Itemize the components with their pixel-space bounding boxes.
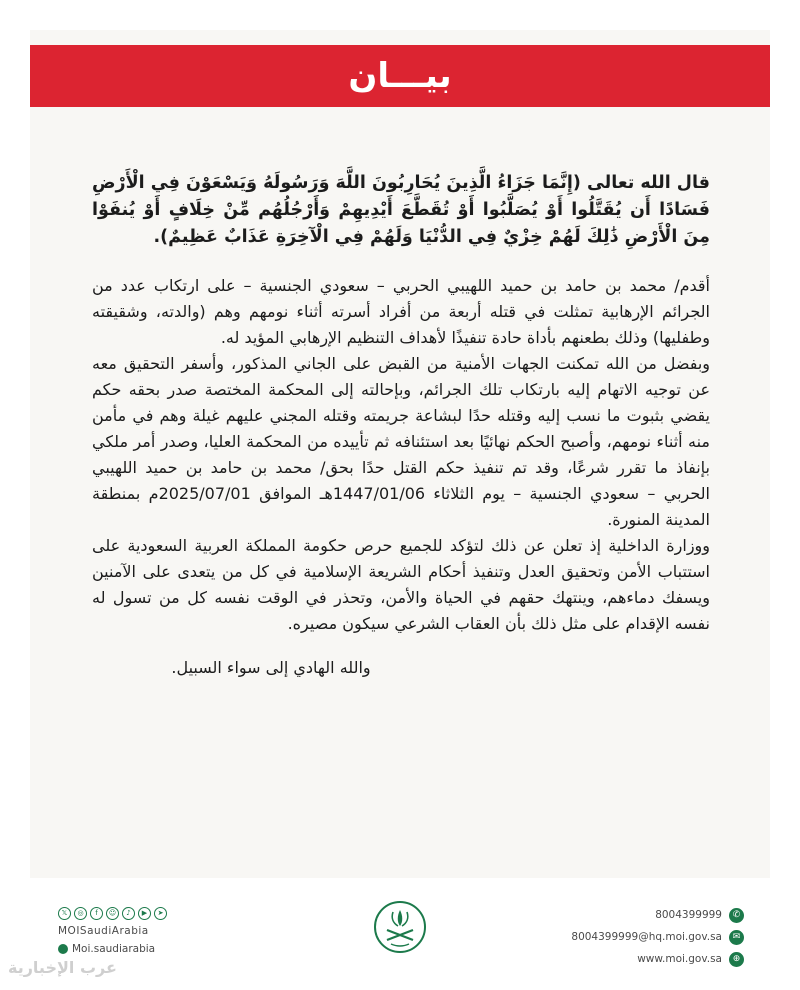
social-handle[interactable]: MOISaudiArabia [58, 925, 149, 937]
social-handle-2-row[interactable] [58, 940, 170, 958]
email-row[interactable] [571, 926, 744, 948]
paragraph-arrest: وبفضل من الله تمكنت الجهات الأمنية من القبض على الجاني المذكور، وأسفر التحقيق معه عن توجيه الاتهام إليه بارتكاب تلك الجرائم، وبإحالته إلى المحكمة المختصة صدر بحقه حكم يقضي بثبوت ما نسب إليه وقتله حدًا لبشاعة جريمته وقتله المجني عليهم غيلة وهم في مأمن منه أثناء نومهم، وأصبح الحكم نهائيًا بعد استئنافه ثم تأييده من المحكمة العليا، وصدر أمر ملكي بإنفاذ ما تقرر شرعًا، وقد تم تنفيذ حكم القتل حدًا بحق/ محمد بن حامد بن حميد اللهيبي الحربي – سعودي الجنسية – يوم الثلاثاء 1447/01/06هـ الموافق 2025/07/01م بمنطقة المدينة المنورة. [92, 354, 710, 529]
paragraph-ministry: ووزارة الداخلية إذ تعلن عن ذلك لتؤكد للجميع حرص حكومة المملكة العربية السعودية على استتباب الأمن وتحقيق العدل وتنفيذ أحكام الشريعة الإسلامية في كل من يتعدى على الآمنين ويسفك دماءهم، وينتهك حقهم في الحياة والأمن، وتحذر في الوقت نفسه كل من تسول له نفسه الإقدام على مثل ذلك بأن العقاب الشرعي سيكون مصيره. [92, 536, 710, 633]
watermark-text: عرب الإخبارية [8, 958, 117, 977]
tiktok-icon[interactable]: ♪ [122, 907, 135, 920]
phone-number: 8004399999 [655, 909, 722, 921]
instagram-icon[interactable]: ◎ [74, 907, 87, 920]
phone-row[interactable] [571, 904, 744, 926]
youtube-icon[interactable]: ▶ [138, 907, 151, 920]
telegram-icon[interactable]: ➤ [154, 907, 167, 920]
social-handle-2: Moi.saudiarabia [72, 943, 156, 955]
contact-block [571, 904, 744, 970]
email-icon: ✉ [729, 930, 744, 945]
social-icons [58, 904, 170, 922]
website-row[interactable] [571, 948, 744, 970]
globe-icon: ⊕ [729, 952, 744, 967]
phone-icon: ✆ [729, 908, 744, 923]
x-icon[interactable]: 𝕏 [58, 907, 71, 920]
social-block [58, 904, 170, 958]
statement-banner [30, 45, 770, 107]
facebook-icon[interactable]: f [90, 907, 103, 920]
closing-line: والله الهادي إلى سواء السبيل. [171, 658, 371, 677]
banner-title: بيـــان [348, 56, 452, 96]
paragraph-crime: أقدم/ محمد بن حامد بن حميد اللهيبي الحربي – سعودي الجنسية – على ارتكاب عدد من الجرائم الإرهابية تمثلت في قتله أربعة من أفراد أسرته أثناء نومهم وهم (والدته، وشقيقته وطفليها) وذلك بطعنهم بأداة حادة تنفيذًا لأهداف التنظيم الإرهابي المؤيد له. [92, 276, 710, 347]
website-url: www.moi.gov.sa [637, 953, 722, 965]
snapchat-icon[interactable]: ☺ [106, 907, 119, 920]
saudi-emblem-icon [373, 900, 427, 954]
statement-body [92, 170, 710, 681]
email-address: 8004399999@hq.moi.gov.sa [571, 931, 722, 943]
footer [0, 896, 800, 966]
quran-verse: قال الله تعالى (إِنَّمَا جَزَاءُ الَّذِينَ يُحَارِبُونَ اللَّهَ وَرَسُولَهُ وَيَسْعَوْنَ فِي الْأَرْضِ فَسَادًا أَن يُقَتَّلُوا أَوْ يُصَلَّبُوا أَوْ تُقَطَّعَ أَيْدِيهِمْ وَأَرْجُلُهُم مِّنْ خِلَافٍ أَوْ يُنفَوْا مِنَ الْأَرْضِ ذَٰلِكَ لَهُمْ خِزْيٌ فِي الدُّنْيَا وَلَهُمْ فِي الْآخِرَةِ عَذَابٌ عَظِيمٌ). [92, 173, 710, 247]
globe-dot-icon [58, 944, 68, 954]
